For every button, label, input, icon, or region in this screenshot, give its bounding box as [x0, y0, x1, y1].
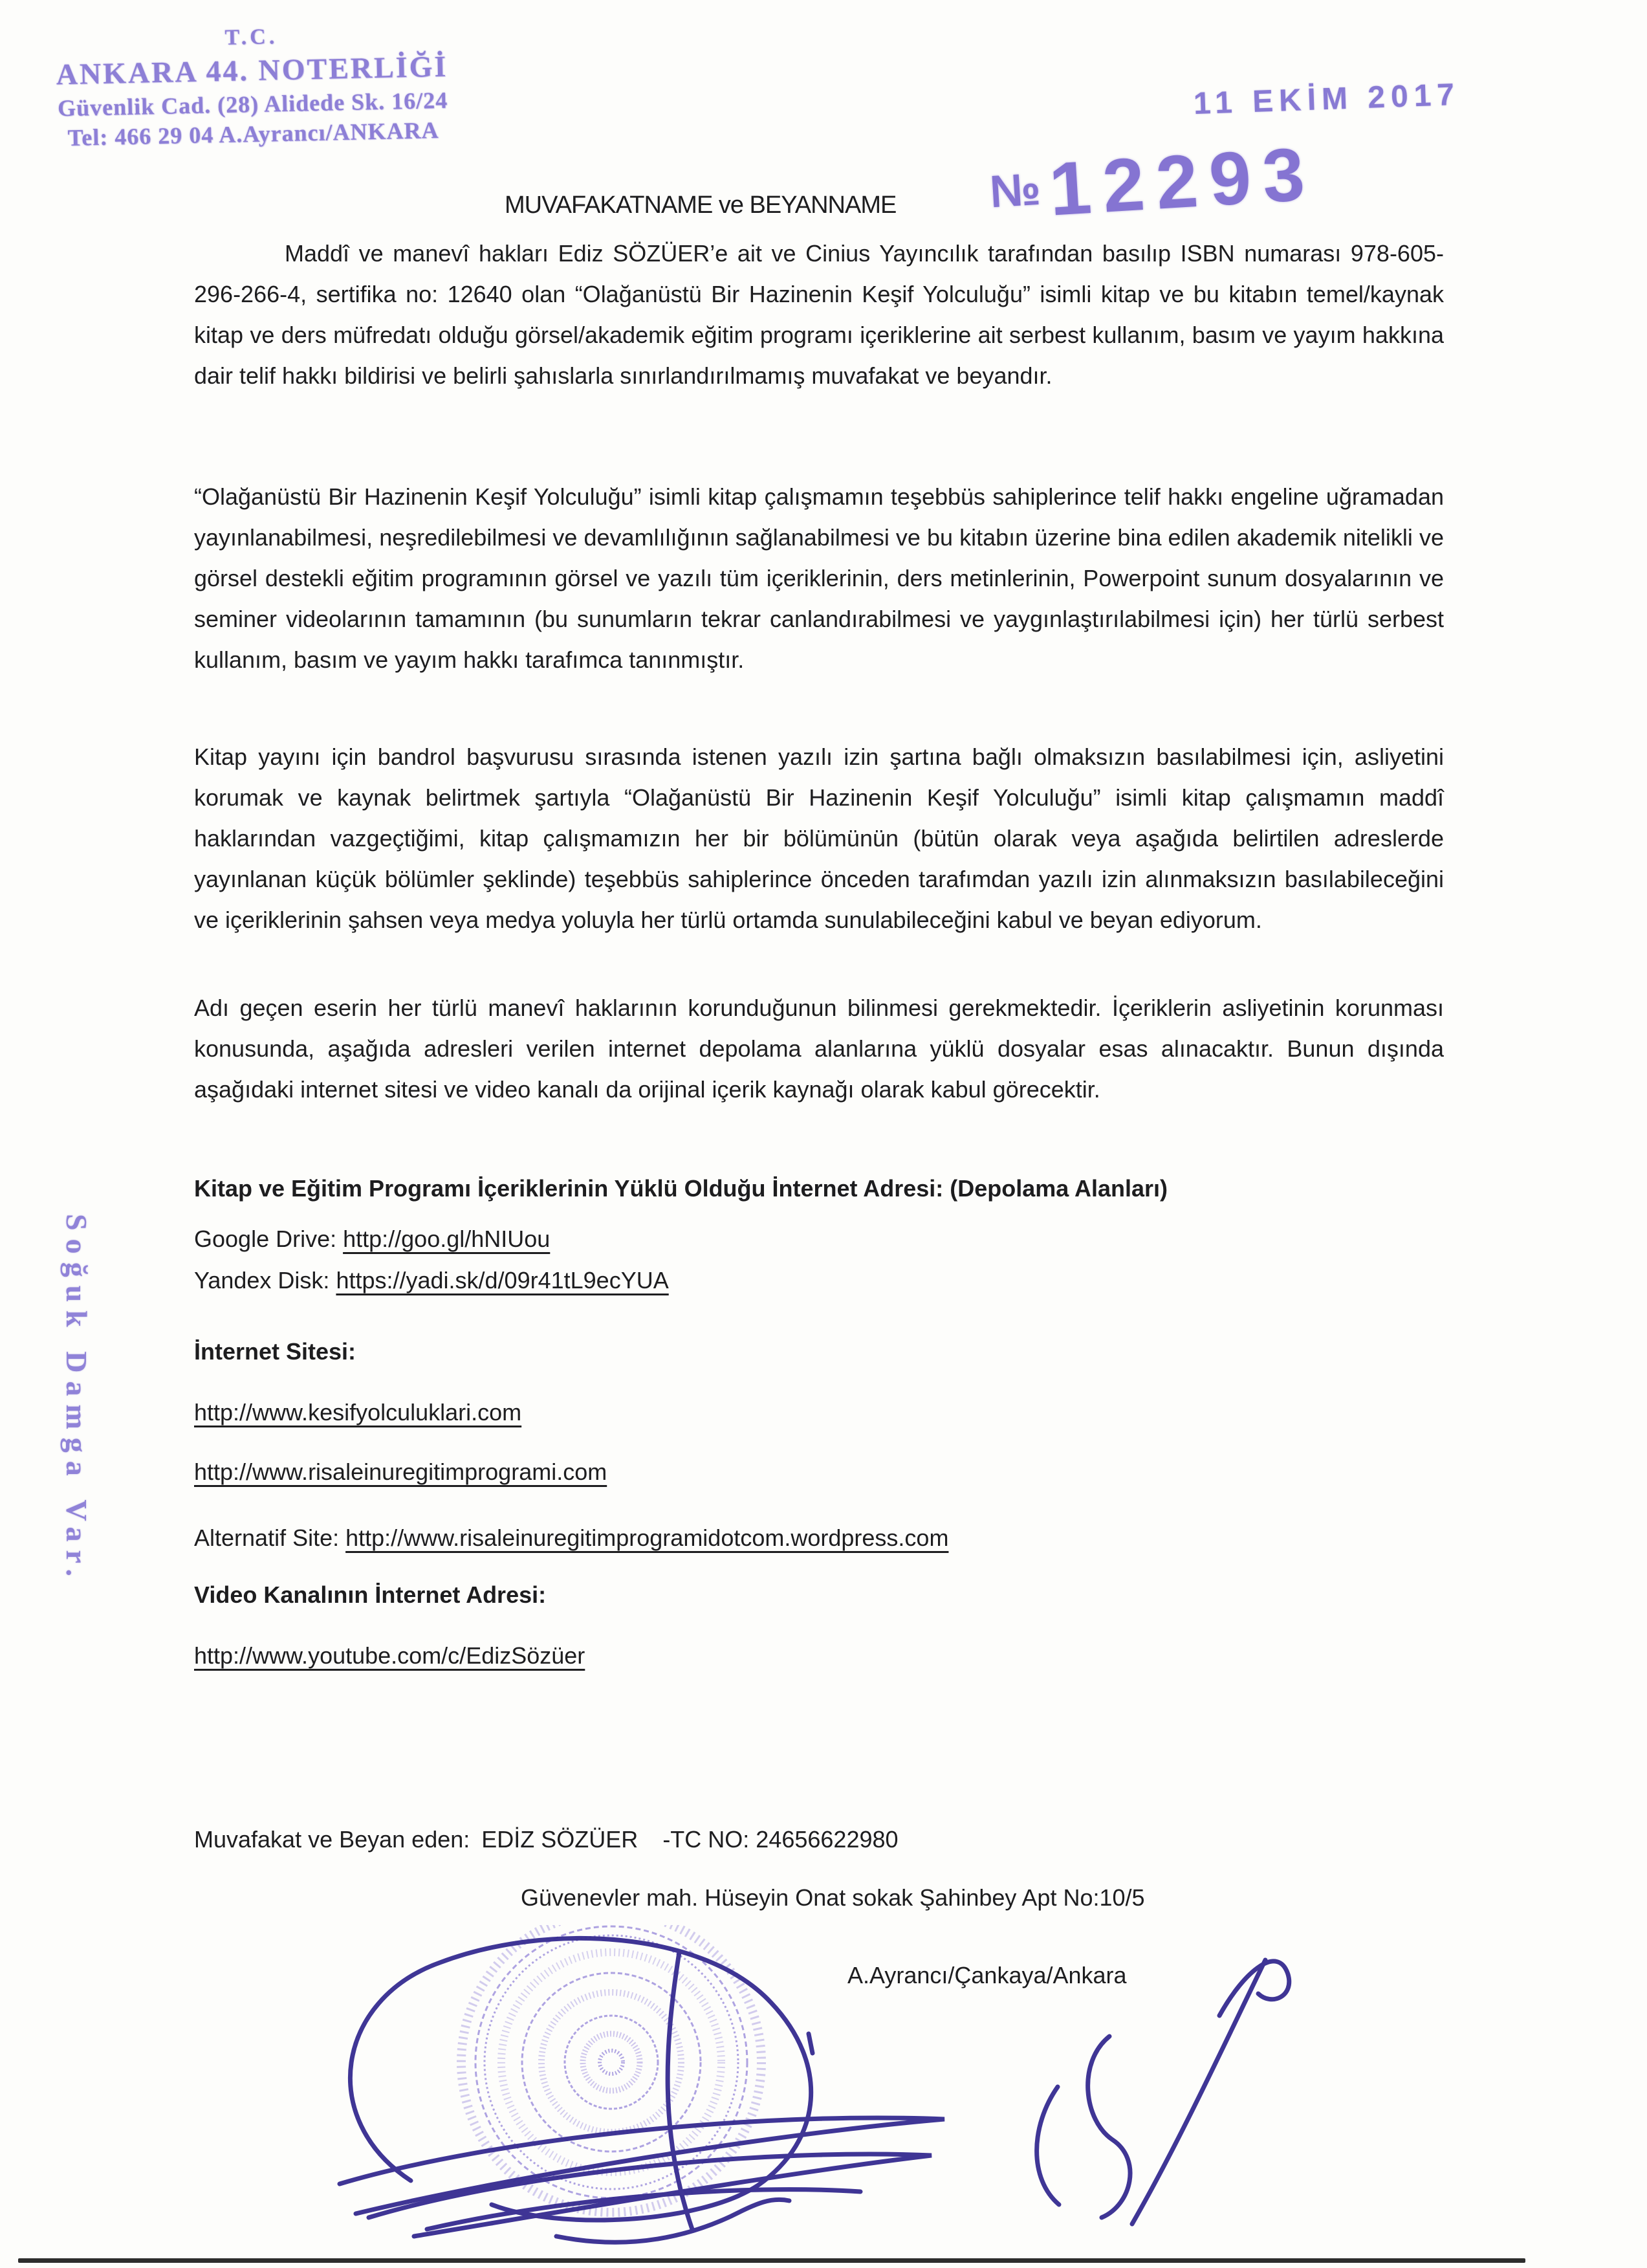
numero-symbol: №	[988, 163, 1042, 217]
document-title: MUVAFAKATNAME ve BEYANNAME	[505, 192, 897, 219]
storage-heading: Kitap ve Eğitim Programı İçeriklerinin Yüklü Olduğu İnternet Adresi: (Depolama Alanları)	[194, 1175, 1168, 1202]
declarant-line	[194, 1826, 1444, 1853]
website-url-1	[194, 1399, 1444, 1426]
website-url-2-text: http://www.risaleinuregitimprogrami.com	[194, 1459, 607, 1485]
alternative-site-label: Alternatif Site:	[194, 1525, 346, 1551]
notary-stamp-line: ANKARA 44. NOTERLİĞİ	[56, 49, 448, 91]
registration-number-stamp	[987, 130, 1318, 237]
paragraph-4: Adı geçen eserin her türlü manevî haklarının korunduğunun bilinmesi gerekmektedir. İçeriklerin asliyetinin korunması konusunda, aşağıda adresleri verilen internet depolama alanlarına yüklü dosyalar esas alınacaktır. Bunun dışında aşağıdaki internet sitesi ve video kanalı da orijinal içerik kaynağı olarak kabul görecektir.	[194, 995, 1444, 1103]
paragraph-2: “Olağanüstü Bir Hazinenin Keşif Yolculuğu” isimli kitap çalışmamın teşebbüs sahiplerince telif hakkı engeline uğramadan yayınlanabilmesi, neşredilebilmesi ve devamlılığının sağlanabilmesi ve bu kitabın üzerine bina edilen akademik nitelikli ve görsel destekli eğitim programının görsel ve yazılı tüm içeriklerinin, ders metinlerinin, Powerpoint sunum dosyalarının ve seminer videolarının tamamının (bu sunumların tekrar canlandırabilmesi ve yaygınlaştırılabilmesi için) her türlü serbest kullanım, basım ve yayım hakkı tarafımca tanınmıştır.	[194, 483, 1444, 673]
declarant-address-line-1: Güvenevler mah. Hüseyin Onat sokak Şahinbey Apt No:10/5	[521, 1884, 1145, 1911]
registration-number: 12293	[1047, 131, 1319, 232]
declarant-label: Muvafakat ve Beyan eden:	[194, 1826, 477, 1853]
declarant-address-line-2: A.Ayrancı/Çankaya/Ankara	[847, 1962, 1127, 1988]
paragraph-1: Maddî ve manevî hakları Ediz SÖZÜER’e ait ve Cinius Yayıncılık tarafından basılıp ISBN numarası 978-605-296-266-4, sertifika no: 12640 olan “Olağanüstü Bir Hazinenin Keşif Yolculuğu” isimli kitap ve bu kitabın temel/kaynak kitap ve ders müfredatı olduğu görsel/akademik eğitim programı içeriklerine ait serbest kullanım, basım ve yayım hakkına dair telif hakkı bildirisi ve belirli şahıslarla sınırlandırılmamış muvafakat ve beyandır.	[194, 240, 1444, 389]
scanner-edge-artifact	[18, 2258, 1525, 2263]
video-channel-url: http://www.youtube.com/c/EdizSözüer	[194, 1642, 585, 1669]
yandex-disk-line	[194, 1267, 1444, 1294]
alternative-site-url: http://www.risaleinuregitimprogramidotcom.wordpress.com	[345, 1525, 949, 1551]
google-drive-line	[194, 1226, 1444, 1253]
notary-stamp-line: Güvenlik Cad. (28) Alidede Sk. 16/24	[57, 87, 448, 122]
website-url-1-text: http://www.kesifyolculuklari.com	[194, 1399, 522, 1426]
secondary-signature	[1037, 1960, 1289, 2224]
yandex-disk-label: Yandex Disk:	[194, 1267, 336, 1294]
google-drive-label: Google Drive:	[194, 1226, 344, 1252]
date-stamp: 11 EKİM 2017	[1193, 77, 1461, 122]
seal-and-signature-graphic	[278, 1925, 1378, 2249]
google-drive-url: http://goo.gl/hNIUou	[343, 1226, 551, 1252]
video-channel-line	[194, 1642, 1444, 1669]
paragraph-3: Kitap yayını için bandrol başvurusu sırasında istenen yazılı izin şartına bağlı olmaksızın basılabilmesi için, asliyetini korumak ve kaynak belirtmek şartıyla “Olağanüstü Bir Hazinenin Keşif Yolculuğu” isimli kitap çalışmamın maddî haklarından vazgeçtiğimi, kitap çalışmamızın her bir bölümünün (bütün olarak veya aşağıda belirtilen adreslerde yayınlanan küçük bölümler şeklinde) teşebbüs sahiplerince önceden tarafımdan yazılı izin alınmaksızın basılabileceğini ve içeriklerinin şahsen veya medya yoluyla her türlü ortamda sunulabileceğini kabul ve beyan ediyorum.	[194, 743, 1444, 933]
yandex-disk-url: https://yadi.sk/d/09r41tL9ecYUA	[336, 1267, 669, 1294]
declarant-signature	[340, 1938, 944, 2242]
notary-stamp-line: Tel: 466 29 04 A.Ayrancı/ANKARA	[67, 117, 439, 151]
notary-stamp-line: T.C.	[224, 25, 278, 50]
declarant-tc-number: -TC NO: 24656622980	[662, 1826, 899, 1853]
video-channel-heading: Video Kanalının İnternet Adresi:	[194, 1581, 547, 1608]
alternative-site-line	[194, 1525, 1444, 1552]
notary-office-stamp	[25, 19, 480, 154]
website-url-2	[194, 1459, 1444, 1486]
cold-seal-note-stamp: Soğuk Damga Var.	[60, 1214, 93, 1585]
website-heading: İnternet Sitesi:	[194, 1338, 356, 1365]
declarant-name: EDİZ SÖZÜER	[481, 1826, 638, 1853]
